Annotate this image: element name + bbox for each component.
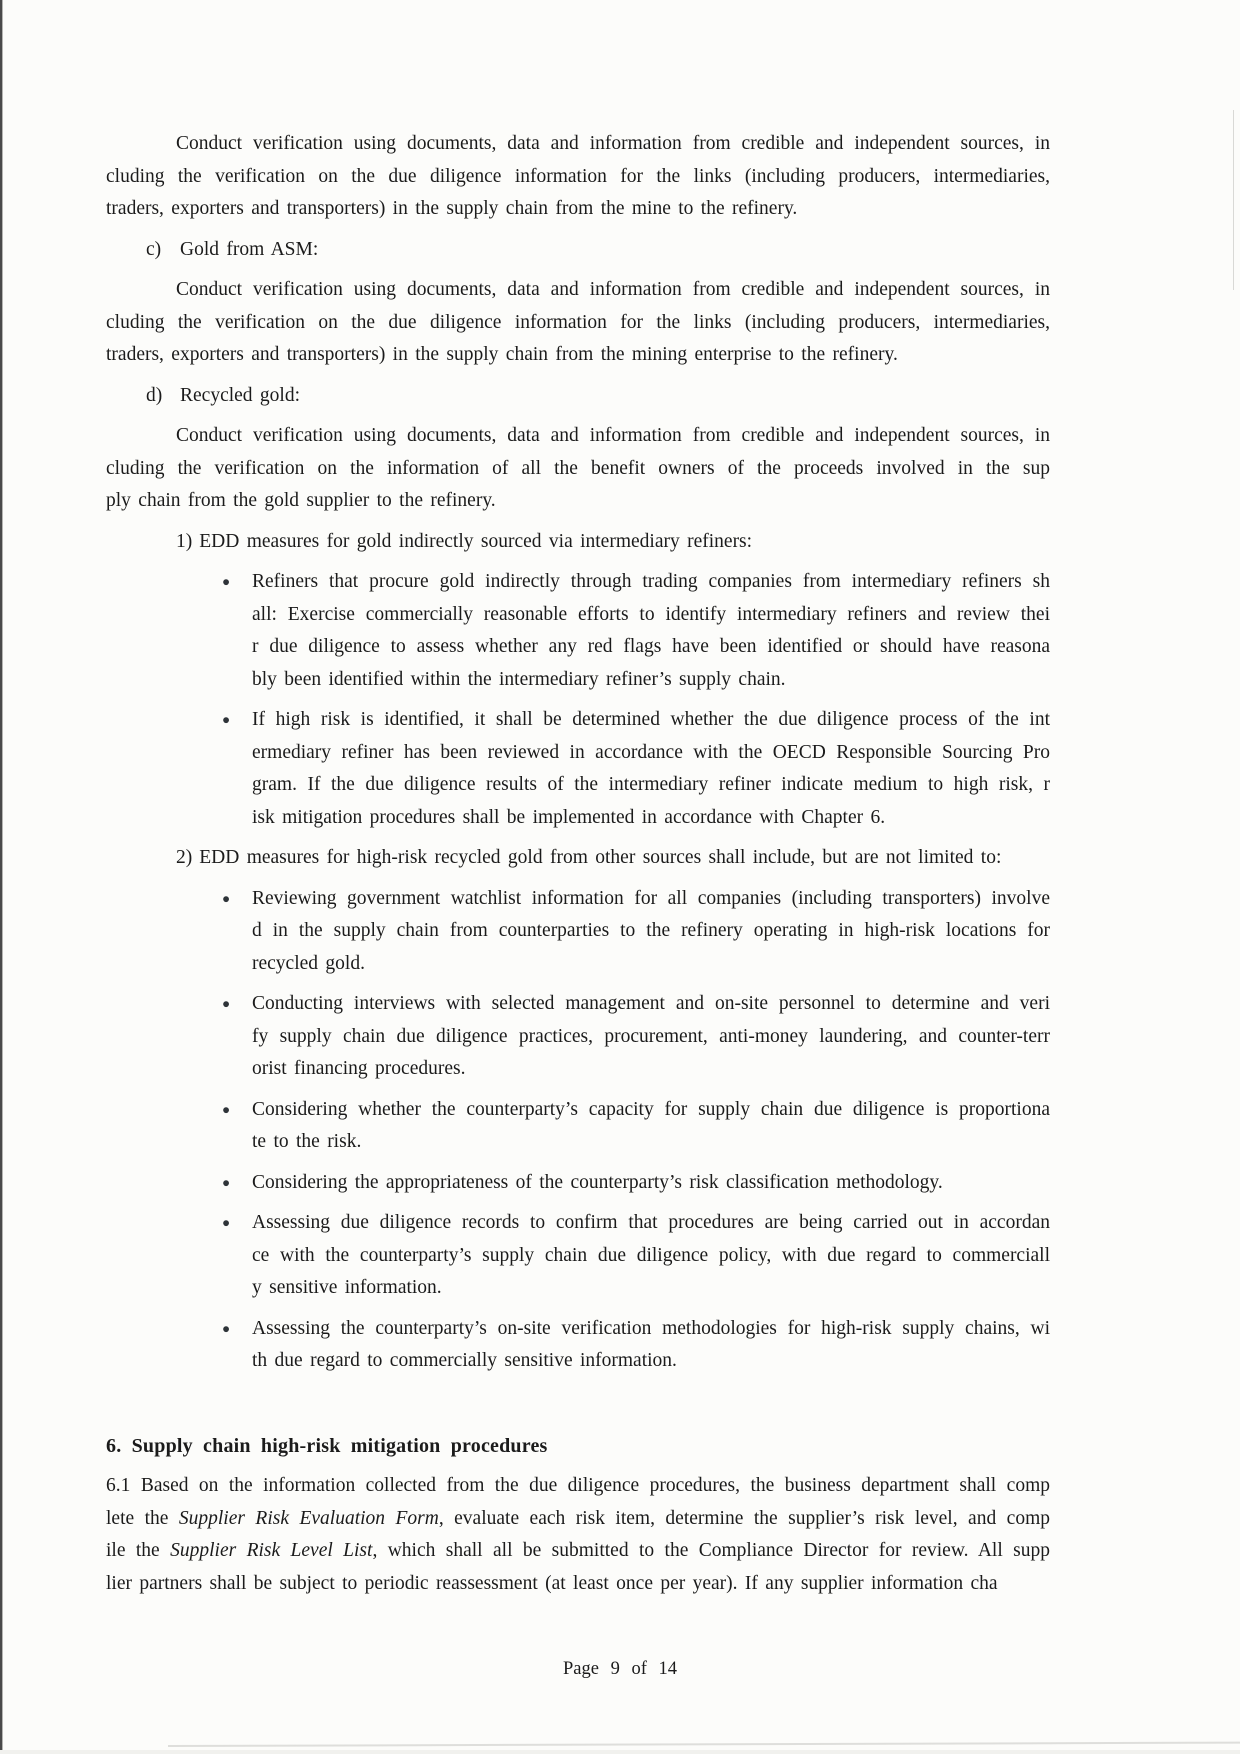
text-line: recycled gold. (252, 952, 365, 974)
text-line: lier partners shall be subject to periodic reassessment (at least once per year). If any supplier information cha (106, 1572, 998, 1594)
sublist-item-label: 2) (176, 847, 193, 868)
text-line: Conduct verification using documents, data and information from credible and independent sources, in (176, 133, 1050, 154)
text-line: If high risk is identified, it shall be determined whether the due diligence process of the int (252, 709, 1050, 730)
bullet-item-conducting-interviews (222, 988, 1050, 1086)
text-line: all: Exercise commercially reasonable efforts to identify intermediary refiners and review thei (252, 603, 1050, 625)
text-line: traders, exporters and transporters) in the supply chain from the mine to the refinery. (106, 198, 798, 219)
bullet-icon: ● (222, 1320, 231, 1336)
text-line: Considering the appropriateness of the counterparty’s risk classification methodology. (252, 1171, 943, 1193)
text-line: ile the Supplier Risk Level List, which shall all be submitted to the Compliance Director for review. All supp (106, 1540, 1050, 1561)
list-item-label: c) (146, 238, 162, 260)
bullet-icon: ● (222, 574, 231, 589)
bullet-item-considering-methodology (222, 1167, 1050, 1200)
bullet-item-high-risk-identified (222, 704, 1050, 834)
sublist-item-2-edd-recycled (106, 842, 1050, 875)
bullet-item-assessing-records (222, 1207, 1050, 1305)
list-item-c-gold-from-asm (106, 234, 1050, 267)
text-line: traders, exporters and transporters) in the supply chain from the mining enterprise to the refinery. (106, 344, 898, 365)
text-line: orist financing procedures. (252, 1058, 466, 1079)
text-line: Considering whether the counterparty’s capacity for supply chain due diligence is proportiona (252, 1098, 1050, 1120)
bullet-item-reviewing-watchlist (222, 883, 1050, 981)
paragraph-recycled-gold-verification (106, 420, 1050, 518)
sublist-item-text: EDD measures for gold indirectly sourced via intermediary refiners: (199, 530, 753, 552)
bullet-text (252, 566, 1050, 696)
bullet-text (252, 1207, 1050, 1305)
text-line: Assessing the counterparty’s on-site verification methodologies for high-risk supply chains, wi (252, 1317, 1050, 1339)
document-body (106, 128, 1050, 1600)
text-line: ermediary refiner has been reviewed in accordance with the OECD Responsible Sourcing Pro (252, 741, 1050, 763)
paragraph-6-1 (106, 1470, 1050, 1600)
text-line: te to the risk. (252, 1131, 362, 1152)
text-line: ply chain from the gold supplier to the refinery. (106, 490, 496, 511)
bullet-icon: ● (222, 890, 231, 906)
sublist-item-text: EDD measures for high-risk recycled gold from other sources shall include, but are not limited to: (199, 847, 1002, 868)
text-line: d in the supply chain from counterparties to the refinery operating in high-risk locations for (252, 920, 1050, 941)
scan-left-edge-shadow (2, 0, 3, 1754)
page-number: Page 9 of 14 (563, 1659, 677, 1679)
bullet-text (252, 1167, 1050, 1200)
list-item-text: Recycled gold: (180, 384, 301, 406)
text-line: Conduct verification using documents, data and information from credible and independent sources, in (176, 279, 1050, 300)
text-line: Conduct verification using documents, data and information from credible and independent sources, in (176, 425, 1050, 446)
bullet-item-refiners-procure (222, 566, 1050, 696)
text-line: Refiners that procure gold indirectly through trading companies from intermediary refiners sh (252, 571, 1050, 592)
sublist-item-1-edd-intermediary (106, 526, 1050, 559)
text-line: Assessing due diligence records to confirm that procedures are being carried out in accordan (252, 1212, 1050, 1233)
bullet-text (252, 988, 1050, 1086)
text-line: fy supply chain due diligence practices, procurement, anti-money laundering, and counter-terr (252, 1025, 1050, 1047)
text-line: cluding the verification on the due diligence information for the links (including producers, intermediaries, (106, 311, 1050, 333)
bullet-text (252, 1313, 1050, 1378)
bullet-item-considering-capacity (222, 1094, 1050, 1159)
text-line: y sensitive information. (252, 1277, 442, 1298)
text-line: Reviewing government watchlist information for all companies (including transporters) involve (252, 887, 1050, 909)
text-line: 6.1 Based on the information collected from the due diligence procedures, the business department shall comp (106, 1475, 1050, 1496)
bullet-icon: ● (222, 996, 231, 1011)
text-line: Conducting interviews with selected management and on-site personnel to determine and veri (252, 993, 1050, 1014)
list-item-text: Gold from ASM: (180, 238, 319, 260)
text-line: r due diligence to assess whether any red flags have been identified or should have reasona (252, 636, 1050, 657)
text-line: gram. If the due diligence results of the intermediary refiner indicate medium to high risk, r (252, 774, 1050, 795)
bullet-item-assessing-onsite (222, 1313, 1050, 1378)
bullet-icon: ● (222, 712, 231, 727)
text-line: th due regard to commercially sensitive information. (252, 1350, 677, 1371)
bullet-text (252, 704, 1050, 834)
paragraph-gold-large-scale-verification (106, 128, 1050, 226)
text-line: ce with the counterparty’s supply chain due diligence policy, with due regard to commerciall (252, 1244, 1050, 1266)
list-item-label: d) (146, 384, 163, 406)
bullet-icon: ● (222, 1215, 231, 1230)
text-line: cluding the verification on the due diligence information for the links (including producers, intermediaries, (106, 165, 1050, 187)
text-line: cluding the verification on the information of all the benefit owners of the proceeds involved in the sup (106, 457, 1050, 479)
bullet-text (252, 883, 1050, 981)
bullet-text (252, 1094, 1050, 1159)
text-line: bly been identified within the intermediary refiner’s supply chain. (252, 668, 786, 690)
bullet-icon: ● (222, 1174, 231, 1190)
sublist-item-label: 1) (176, 530, 193, 552)
text-line: isk mitigation procedures shall be implemented in accordance with Chapter 6. (252, 806, 886, 828)
paragraph-asm-verification (106, 274, 1050, 372)
scan-bottom-strip (0, 1750, 1240, 1754)
list-item-d-recycled-gold (106, 380, 1050, 413)
bullet-icon: ● (222, 1101, 231, 1117)
section-6-heading: 6. Supply chain high-risk mitigation procedures (106, 1434, 548, 1457)
text-line: lete the Supplier Risk Evaluation Form, evaluate each risk item, determine the supplier’s risk level, and comp (106, 1507, 1050, 1529)
scan-bottom-line (168, 1742, 1240, 1747)
scan-right-artifact (1233, 110, 1234, 290)
page-footer (0, 1659, 1240, 1680)
